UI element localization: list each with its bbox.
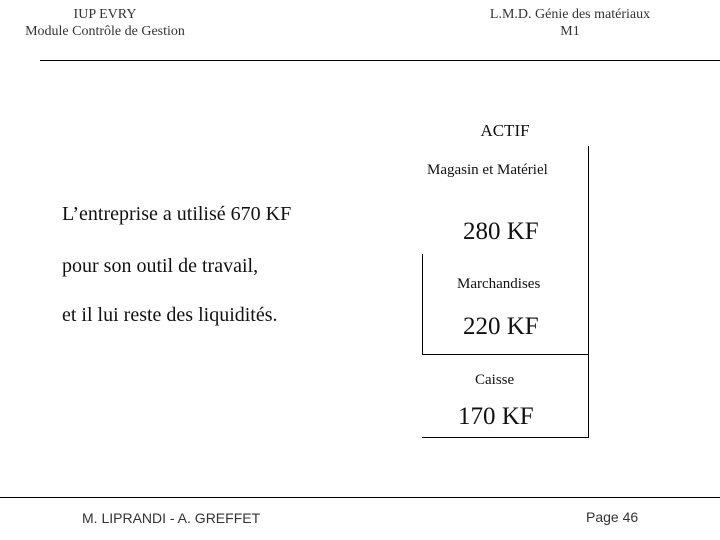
actif-item-value-marchandises: 220 KF (463, 313, 539, 340)
page-number: Page 46 (586, 509, 639, 525)
footer-rule (0, 497, 720, 498)
body-line-1: L’entreprise a utilisé 670 KF (62, 203, 292, 225)
actif-box-left-border (422, 254, 423, 354)
school-name: IUP EVRY (73, 7, 137, 22)
footer-authors: M. LIPRANDI - A. GREFFET (82, 510, 261, 526)
actif-item-value-magasin: 280 KF (463, 218, 539, 245)
program-name: L.M.D. Génie des matériaux (489, 7, 651, 22)
body-line-3: et il lui reste des liquidités. (62, 304, 278, 326)
body-line-2: pour son outil de travail, (62, 255, 259, 277)
actif-item-label-caisse: Caisse (475, 372, 515, 388)
module-name: Module Contrôle de Gestion (25, 24, 185, 39)
level-name: M1 (560, 24, 580, 39)
header-left (20, 6, 190, 40)
actif-item-label-marchandises: Marchandises (457, 276, 541, 292)
actif-item-label-magasin: Magasin et Matériel (427, 162, 548, 178)
actif-item-value-caisse: 170 KF (458, 403, 534, 430)
header-rule (40, 60, 720, 61)
header-right (460, 6, 680, 40)
actif-box-bottom-border (422, 437, 589, 438)
actif-box-right-border (588, 146, 589, 437)
actif-separator (422, 354, 588, 355)
actif-title: ACTIF (480, 121, 530, 140)
